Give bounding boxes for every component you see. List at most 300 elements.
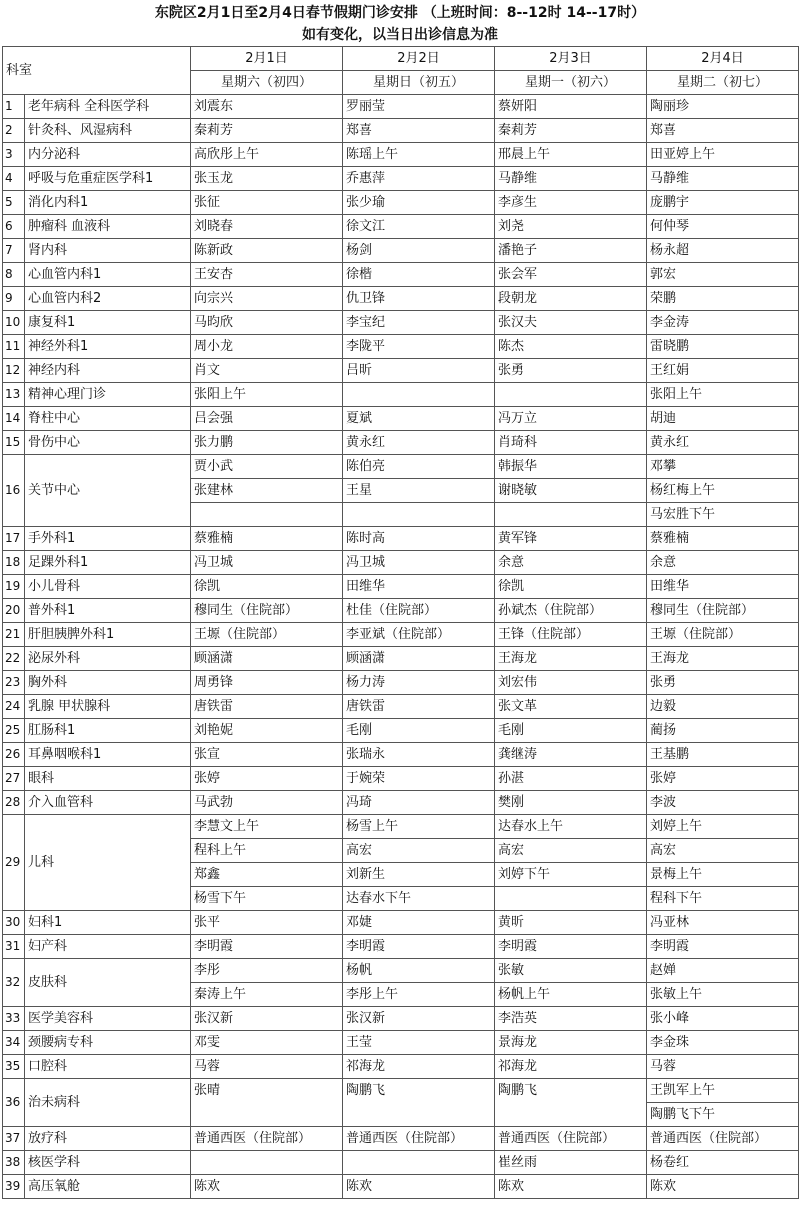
row-number: 1	[3, 95, 25, 119]
weekday-header: 星期六（初四）	[191, 71, 343, 95]
table-row	[3, 335, 799, 359]
doctor-cell: 黄军锋	[495, 527, 647, 551]
doctor-cell: 马静维	[647, 167, 799, 191]
doctor-cell: 张玉龙	[191, 167, 343, 191]
doctor-cell: 张敏上午	[647, 983, 799, 1007]
row-number: 6	[3, 215, 25, 239]
doctor-cell: 王海龙	[647, 647, 799, 671]
doctor-cell: 张婷	[191, 767, 343, 791]
table-row	[3, 431, 799, 455]
table-row	[3, 575, 799, 599]
table-row	[3, 1007, 799, 1031]
doctor-cell: 潘艳子	[495, 239, 647, 263]
doctor-cell: 陈伯亮	[343, 455, 495, 479]
department-name: 精神心理门诊	[25, 383, 191, 407]
row-number: 18	[3, 551, 25, 575]
doctor-cell: 冯卫城	[191, 551, 343, 575]
doctor-cell: 李明霞	[343, 935, 495, 959]
department-name: 颈腰病专科	[25, 1031, 191, 1055]
doctor-cell: 周小龙	[191, 335, 343, 359]
doctor-cell: 张阳上午	[647, 383, 799, 407]
department-name: 口腔科	[25, 1055, 191, 1079]
row-number: 30	[3, 911, 25, 935]
doctor-cell: 杨力涛	[343, 671, 495, 695]
doctor-cell: 李明霞	[647, 935, 799, 959]
schedule-body	[3, 95, 799, 1199]
row-number: 11	[3, 335, 25, 359]
department-name: 儿科	[25, 815, 191, 911]
doctor-cell: 蔡妍阳	[495, 95, 647, 119]
doctor-cell	[495, 1103, 647, 1127]
department-name: 妇产科	[25, 935, 191, 959]
doctor-cell: 刘婷上午	[647, 815, 799, 839]
doctor-cell: 冯万立	[495, 407, 647, 431]
doctor-cell: 陈时高	[343, 527, 495, 551]
doctor-cell: 李明霞	[191, 935, 343, 959]
department-name: 肛肠科1	[25, 719, 191, 743]
table-row	[3, 527, 799, 551]
title-line-2: 如有变化，以当日出诊信息为准	[302, 27, 498, 43]
doctor-cell: 陈欢	[647, 1175, 799, 1199]
doctor-cell: 冯卫城	[343, 551, 495, 575]
doctor-cell: 王安杏	[191, 263, 343, 287]
row-number: 33	[3, 1007, 25, 1031]
doctor-cell: 余意	[495, 551, 647, 575]
doctor-cell: 马静维	[495, 167, 647, 191]
table-row	[3, 95, 799, 119]
doctor-cell: 马宏胜下午	[647, 503, 799, 527]
doctor-cell: 樊刚	[495, 791, 647, 815]
department-name: 关节中心	[25, 455, 191, 527]
doctor-cell: 陈瑶上午	[343, 143, 495, 167]
table-row	[3, 719, 799, 743]
department-name: 胸外科	[25, 671, 191, 695]
row-number: 31	[3, 935, 25, 959]
table-row	[3, 935, 799, 959]
doctor-cell: 徐凯	[191, 575, 343, 599]
doctor-cell: 马昀欣	[191, 311, 343, 335]
row-number: 24	[3, 695, 25, 719]
doctor-cell: 向宗兴	[191, 287, 343, 311]
doctor-cell: 陈欢	[191, 1175, 343, 1199]
doctor-cell: 唐铁雷	[343, 695, 495, 719]
row-number: 22	[3, 647, 25, 671]
department-name: 乳腺 甲状腺科	[25, 695, 191, 719]
department-name: 介入血管科	[25, 791, 191, 815]
doctor-cell: 刘新生	[343, 863, 495, 887]
department-name: 手外科1	[25, 527, 191, 551]
doctor-cell: 顾涵潇	[343, 647, 495, 671]
doctor-cell: 景海龙	[495, 1031, 647, 1055]
doctor-cell: 仇卫锋	[343, 287, 495, 311]
doctor-cell: 吕昕	[343, 359, 495, 383]
doctor-cell: 李明霞	[495, 935, 647, 959]
title-line-1: 东院区2月1日至2月4日春节假期门诊安排 （上班时间：8--12时 14--17时）	[154, 5, 646, 21]
department-name: 呼吸与危重症医学科1	[25, 167, 191, 191]
doctor-cell: 谢晓敏	[495, 479, 647, 503]
row-number: 14	[3, 407, 25, 431]
weekday-header: 星期二（初七）	[647, 71, 799, 95]
doctor-cell: 陈杰	[495, 335, 647, 359]
doctor-cell: 普通西医（住院部）	[191, 1127, 343, 1151]
doctor-cell: 雷晓鹏	[647, 335, 799, 359]
department-name: 康复科1	[25, 311, 191, 335]
doctor-cell: 李陇平	[343, 335, 495, 359]
doctor-cell: 张汉新	[343, 1007, 495, 1031]
table-row	[3, 191, 799, 215]
department-name: 普外科1	[25, 599, 191, 623]
doctor-cell: 李慧文上午	[191, 815, 343, 839]
doctor-cell: 刘晓春	[191, 215, 343, 239]
doctor-cell	[495, 887, 647, 911]
doctor-cell: 秦莉芳	[495, 119, 647, 143]
row-number: 21	[3, 623, 25, 647]
doctor-cell: 夏斌	[343, 407, 495, 431]
doctor-cell: 郑鑫	[191, 863, 343, 887]
date-header: 2月3日	[495, 47, 647, 71]
doctor-cell: 王塬（住院部）	[647, 623, 799, 647]
doctor-cell: 刘艳妮	[191, 719, 343, 743]
doctor-cell: 田亚婷上午	[647, 143, 799, 167]
doctor-cell	[191, 1103, 343, 1127]
doctor-cell: 马蓉	[647, 1055, 799, 1079]
row-number: 17	[3, 527, 25, 551]
doctor-cell: 张瑞永	[343, 743, 495, 767]
doctor-cell	[343, 383, 495, 407]
doctor-cell: 冯亚林	[647, 911, 799, 935]
row-number: 16	[3, 455, 25, 527]
doctor-cell: 陶鹏飞下午	[647, 1103, 799, 1127]
doctor-cell: 王星	[343, 479, 495, 503]
doctor-cell: 张宣	[191, 743, 343, 767]
doctor-cell	[191, 1151, 343, 1175]
department-name: 放疗科	[25, 1127, 191, 1151]
doctor-cell: 徐文江	[343, 215, 495, 239]
doctor-cell: 崔丝雨	[495, 1151, 647, 1175]
doctor-cell: 孙斌杰（住院部）	[495, 599, 647, 623]
doctor-cell: 郑喜	[343, 119, 495, 143]
table-row	[3, 239, 799, 263]
doctor-cell: 陈欢	[343, 1175, 495, 1199]
doctor-cell: 程科下午	[647, 887, 799, 911]
department-name: 眼科	[25, 767, 191, 791]
doctor-cell: 于婉荣	[343, 767, 495, 791]
doctor-cell: 吕会强	[191, 407, 343, 431]
department-name: 内分泌科	[25, 143, 191, 167]
doctor-cell: 唐铁雷	[191, 695, 343, 719]
doctor-cell: 张汉夫	[495, 311, 647, 335]
row-number: 37	[3, 1127, 25, 1151]
row-number: 38	[3, 1151, 25, 1175]
date-header: 2月1日	[191, 47, 343, 71]
doctor-cell: 祁海龙	[343, 1055, 495, 1079]
doctor-cell: 张晴	[191, 1079, 343, 1103]
doctor-cell: 李金珠	[647, 1031, 799, 1055]
doctor-cell: 顾涵潇	[191, 647, 343, 671]
doctor-cell: 邓攀	[647, 455, 799, 479]
doctor-cell: 毛刚	[343, 719, 495, 743]
doctor-cell: 李金涛	[647, 311, 799, 335]
department-name: 消化内科1	[25, 191, 191, 215]
doctor-cell: 郑喜	[647, 119, 799, 143]
doctor-cell: 周勇锋	[191, 671, 343, 695]
department-name: 老年病科 全科医学科	[25, 95, 191, 119]
table-row	[3, 215, 799, 239]
row-number: 34	[3, 1031, 25, 1055]
doctor-cell: 孙湛	[495, 767, 647, 791]
table-row	[3, 119, 799, 143]
table-row	[3, 407, 799, 431]
doctor-cell: 蔺扬	[647, 719, 799, 743]
department-name: 医学美容科	[25, 1007, 191, 1031]
row-number: 8	[3, 263, 25, 287]
row-number: 10	[3, 311, 25, 335]
doctor-cell	[495, 383, 647, 407]
doctor-cell: 杨雪上午	[343, 815, 495, 839]
doctor-cell: 罗丽莹	[343, 95, 495, 119]
row-number: 27	[3, 767, 25, 791]
doctor-cell: 乔惠萍	[343, 167, 495, 191]
table-row	[3, 1151, 799, 1175]
department-name: 治未病科	[25, 1079, 191, 1127]
table-row	[3, 551, 799, 575]
row-number: 20	[3, 599, 25, 623]
doctor-cell: 张阳上午	[191, 383, 343, 407]
doctor-cell: 王莹	[343, 1031, 495, 1055]
doctor-cell: 张会军	[495, 263, 647, 287]
department-name: 肾内科	[25, 239, 191, 263]
row-number: 28	[3, 791, 25, 815]
row-number: 29	[3, 815, 25, 911]
doctor-cell: 杨帆	[343, 959, 495, 983]
row-number: 5	[3, 191, 25, 215]
doctor-cell: 黄永红	[647, 431, 799, 455]
schedule-table	[2, 46, 799, 1199]
table-row	[3, 671, 799, 695]
row-number: 12	[3, 359, 25, 383]
doctor-cell: 秦涛上午	[191, 983, 343, 1007]
doctor-cell: 程科上午	[191, 839, 343, 863]
doctor-cell: 王红娟	[647, 359, 799, 383]
doctor-cell: 高宏	[343, 839, 495, 863]
doctor-cell: 赵婵	[647, 959, 799, 983]
doctor-cell: 张婷	[647, 767, 799, 791]
doctor-cell: 杨帆上午	[495, 983, 647, 1007]
department-name: 肝胆胰脾外科1	[25, 623, 191, 647]
dept-header: 科室	[3, 47, 191, 95]
doctor-cell: 肖文	[191, 359, 343, 383]
department-name: 脊柱中心	[25, 407, 191, 431]
doctor-cell: 马武勃	[191, 791, 343, 815]
doctor-cell: 杨永超	[647, 239, 799, 263]
department-name: 神经内科	[25, 359, 191, 383]
doctor-cell: 邢晨上午	[495, 143, 647, 167]
doctor-cell: 肖琦科	[495, 431, 647, 455]
doctor-cell	[343, 1151, 495, 1175]
row-number: 19	[3, 575, 25, 599]
doctor-cell: 陶丽珍	[647, 95, 799, 119]
doctor-cell: 胡迪	[647, 407, 799, 431]
doctor-cell: 普通西医（住院部）	[495, 1127, 647, 1151]
doctor-cell: 邓婕	[343, 911, 495, 935]
doctor-cell: 张勇	[647, 671, 799, 695]
row-number: 9	[3, 287, 25, 311]
doctor-cell: 王锋（住院部）	[495, 623, 647, 647]
doctor-cell: 毛刚	[495, 719, 647, 743]
department-name: 骨伤中心	[25, 431, 191, 455]
row-number: 39	[3, 1175, 25, 1199]
doctor-cell: 李彦生	[495, 191, 647, 215]
table-row	[3, 911, 799, 935]
table-row	[3, 167, 799, 191]
doctor-cell: 马蓉	[191, 1055, 343, 1079]
department-name: 小儿骨科	[25, 575, 191, 599]
doctor-cell: 张少瑜	[343, 191, 495, 215]
doctor-cell: 陈新政	[191, 239, 343, 263]
department-name: 神经外科1	[25, 335, 191, 359]
doctor-cell: 杨红梅上午	[647, 479, 799, 503]
doctor-cell: 祁海龙	[495, 1055, 647, 1079]
doctor-cell: 穆同生（住院部）	[647, 599, 799, 623]
doctor-cell: 秦莉芳	[191, 119, 343, 143]
doctor-cell: 陈欢	[495, 1175, 647, 1199]
doctor-cell	[495, 503, 647, 527]
row-number: 26	[3, 743, 25, 767]
weekday-header: 星期日（初五）	[343, 71, 495, 95]
table-row	[3, 455, 799, 479]
doctor-cell: 庞鹏宇	[647, 191, 799, 215]
doctor-cell: 冯琦	[343, 791, 495, 815]
doctor-cell: 李波	[647, 791, 799, 815]
table-row	[3, 791, 799, 815]
doctor-cell: 陶鹏飞	[343, 1079, 495, 1103]
doctor-cell: 高宏	[495, 839, 647, 863]
doctor-cell: 李彤上午	[343, 983, 495, 1007]
table-row	[3, 383, 799, 407]
doctor-cell: 普通西医（住院部）	[647, 1127, 799, 1151]
table-row	[3, 599, 799, 623]
doctor-cell: 达春水下午	[343, 887, 495, 911]
row-number: 15	[3, 431, 25, 455]
doctor-cell: 边毅	[647, 695, 799, 719]
doctor-cell: 张平	[191, 911, 343, 935]
doctor-cell: 徐楷	[343, 263, 495, 287]
doctor-cell	[343, 1103, 495, 1127]
table-row	[3, 1055, 799, 1079]
schedule-title	[0, 0, 800, 46]
table-row	[3, 1127, 799, 1151]
row-number: 25	[3, 719, 25, 743]
doctor-cell: 景梅上午	[647, 863, 799, 887]
doctor-cell: 张汉新	[191, 1007, 343, 1031]
doctor-cell: 何仲琴	[647, 215, 799, 239]
table-row	[3, 287, 799, 311]
table-row	[3, 815, 799, 839]
doctor-cell: 邓雯	[191, 1031, 343, 1055]
department-name: 高压氧舱	[25, 1175, 191, 1199]
doctor-cell: 李亚斌（住院部）	[343, 623, 495, 647]
department-name: 心血管内科1	[25, 263, 191, 287]
date-header: 2月2日	[343, 47, 495, 71]
doctor-cell: 张征	[191, 191, 343, 215]
row-number: 7	[3, 239, 25, 263]
doctor-cell: 刘宏伟	[495, 671, 647, 695]
doctor-cell: 刘尧	[495, 215, 647, 239]
doctor-cell: 刘震东	[191, 95, 343, 119]
doctor-cell: 黄昕	[495, 911, 647, 935]
department-name: 核医学科	[25, 1151, 191, 1175]
doctor-cell: 蔡雅楠	[191, 527, 343, 551]
doctor-cell: 田维华	[343, 575, 495, 599]
row-number: 4	[3, 167, 25, 191]
table-row	[3, 1175, 799, 1199]
doctor-cell: 田维华	[647, 575, 799, 599]
table-row	[3, 959, 799, 983]
doctor-cell: 徐凯	[495, 575, 647, 599]
department-name: 泌尿外科	[25, 647, 191, 671]
doctor-cell: 张敏	[495, 959, 647, 983]
date-header: 2月4日	[647, 47, 799, 71]
doctor-cell: 段朝龙	[495, 287, 647, 311]
row-number: 2	[3, 119, 25, 143]
doctor-cell: 高宏	[647, 839, 799, 863]
doctor-cell	[191, 503, 343, 527]
department-name: 耳鼻咽喉科1	[25, 743, 191, 767]
doctor-cell: 韩振华	[495, 455, 647, 479]
doctor-cell: 穆同生（住院部）	[191, 599, 343, 623]
department-name: 肿瘤科 血液科	[25, 215, 191, 239]
weekday-header: 星期一（初六）	[495, 71, 647, 95]
doctor-cell: 达春水上午	[495, 815, 647, 839]
department-name: 妇科1	[25, 911, 191, 935]
table-row	[3, 695, 799, 719]
doctor-cell: 高欣彤上午	[191, 143, 343, 167]
doctor-cell: 杨卷红	[647, 1151, 799, 1175]
doctor-cell: 蔡雅楠	[647, 527, 799, 551]
row-number: 23	[3, 671, 25, 695]
table-row	[3, 263, 799, 287]
department-name: 心血管内科2	[25, 287, 191, 311]
table-row	[3, 623, 799, 647]
doctor-cell: 张建林	[191, 479, 343, 503]
doctor-cell: 陶鹏飞	[495, 1079, 647, 1103]
doctor-cell: 普通西医（住院部）	[343, 1127, 495, 1151]
row-number: 36	[3, 1079, 25, 1127]
doctor-cell: 荣鹏	[647, 287, 799, 311]
doctor-cell: 郭宏	[647, 263, 799, 287]
doctor-cell: 王海龙	[495, 647, 647, 671]
doctor-cell: 杨雪下午	[191, 887, 343, 911]
doctor-cell: 杨剑	[343, 239, 495, 263]
table-row	[3, 143, 799, 167]
doctor-cell: 刘婷下午	[495, 863, 647, 887]
row-number: 3	[3, 143, 25, 167]
doctor-cell: 余意	[647, 551, 799, 575]
doctor-cell: 李浩英	[495, 1007, 647, 1031]
doctor-cell: 龚继涛	[495, 743, 647, 767]
doctor-cell: 张力鹏	[191, 431, 343, 455]
doctor-cell: 王凯军上午	[647, 1079, 799, 1103]
table-row	[3, 767, 799, 791]
doctor-cell: 王塬（住院部）	[191, 623, 343, 647]
doctor-cell: 杜佳（住院部）	[343, 599, 495, 623]
doctor-cell: 张文革	[495, 695, 647, 719]
doctor-cell	[343, 503, 495, 527]
row-number: 32	[3, 959, 25, 1007]
department-name: 皮肤科	[25, 959, 191, 1007]
doctor-cell: 王基鹏	[647, 743, 799, 767]
table-row	[3, 743, 799, 767]
